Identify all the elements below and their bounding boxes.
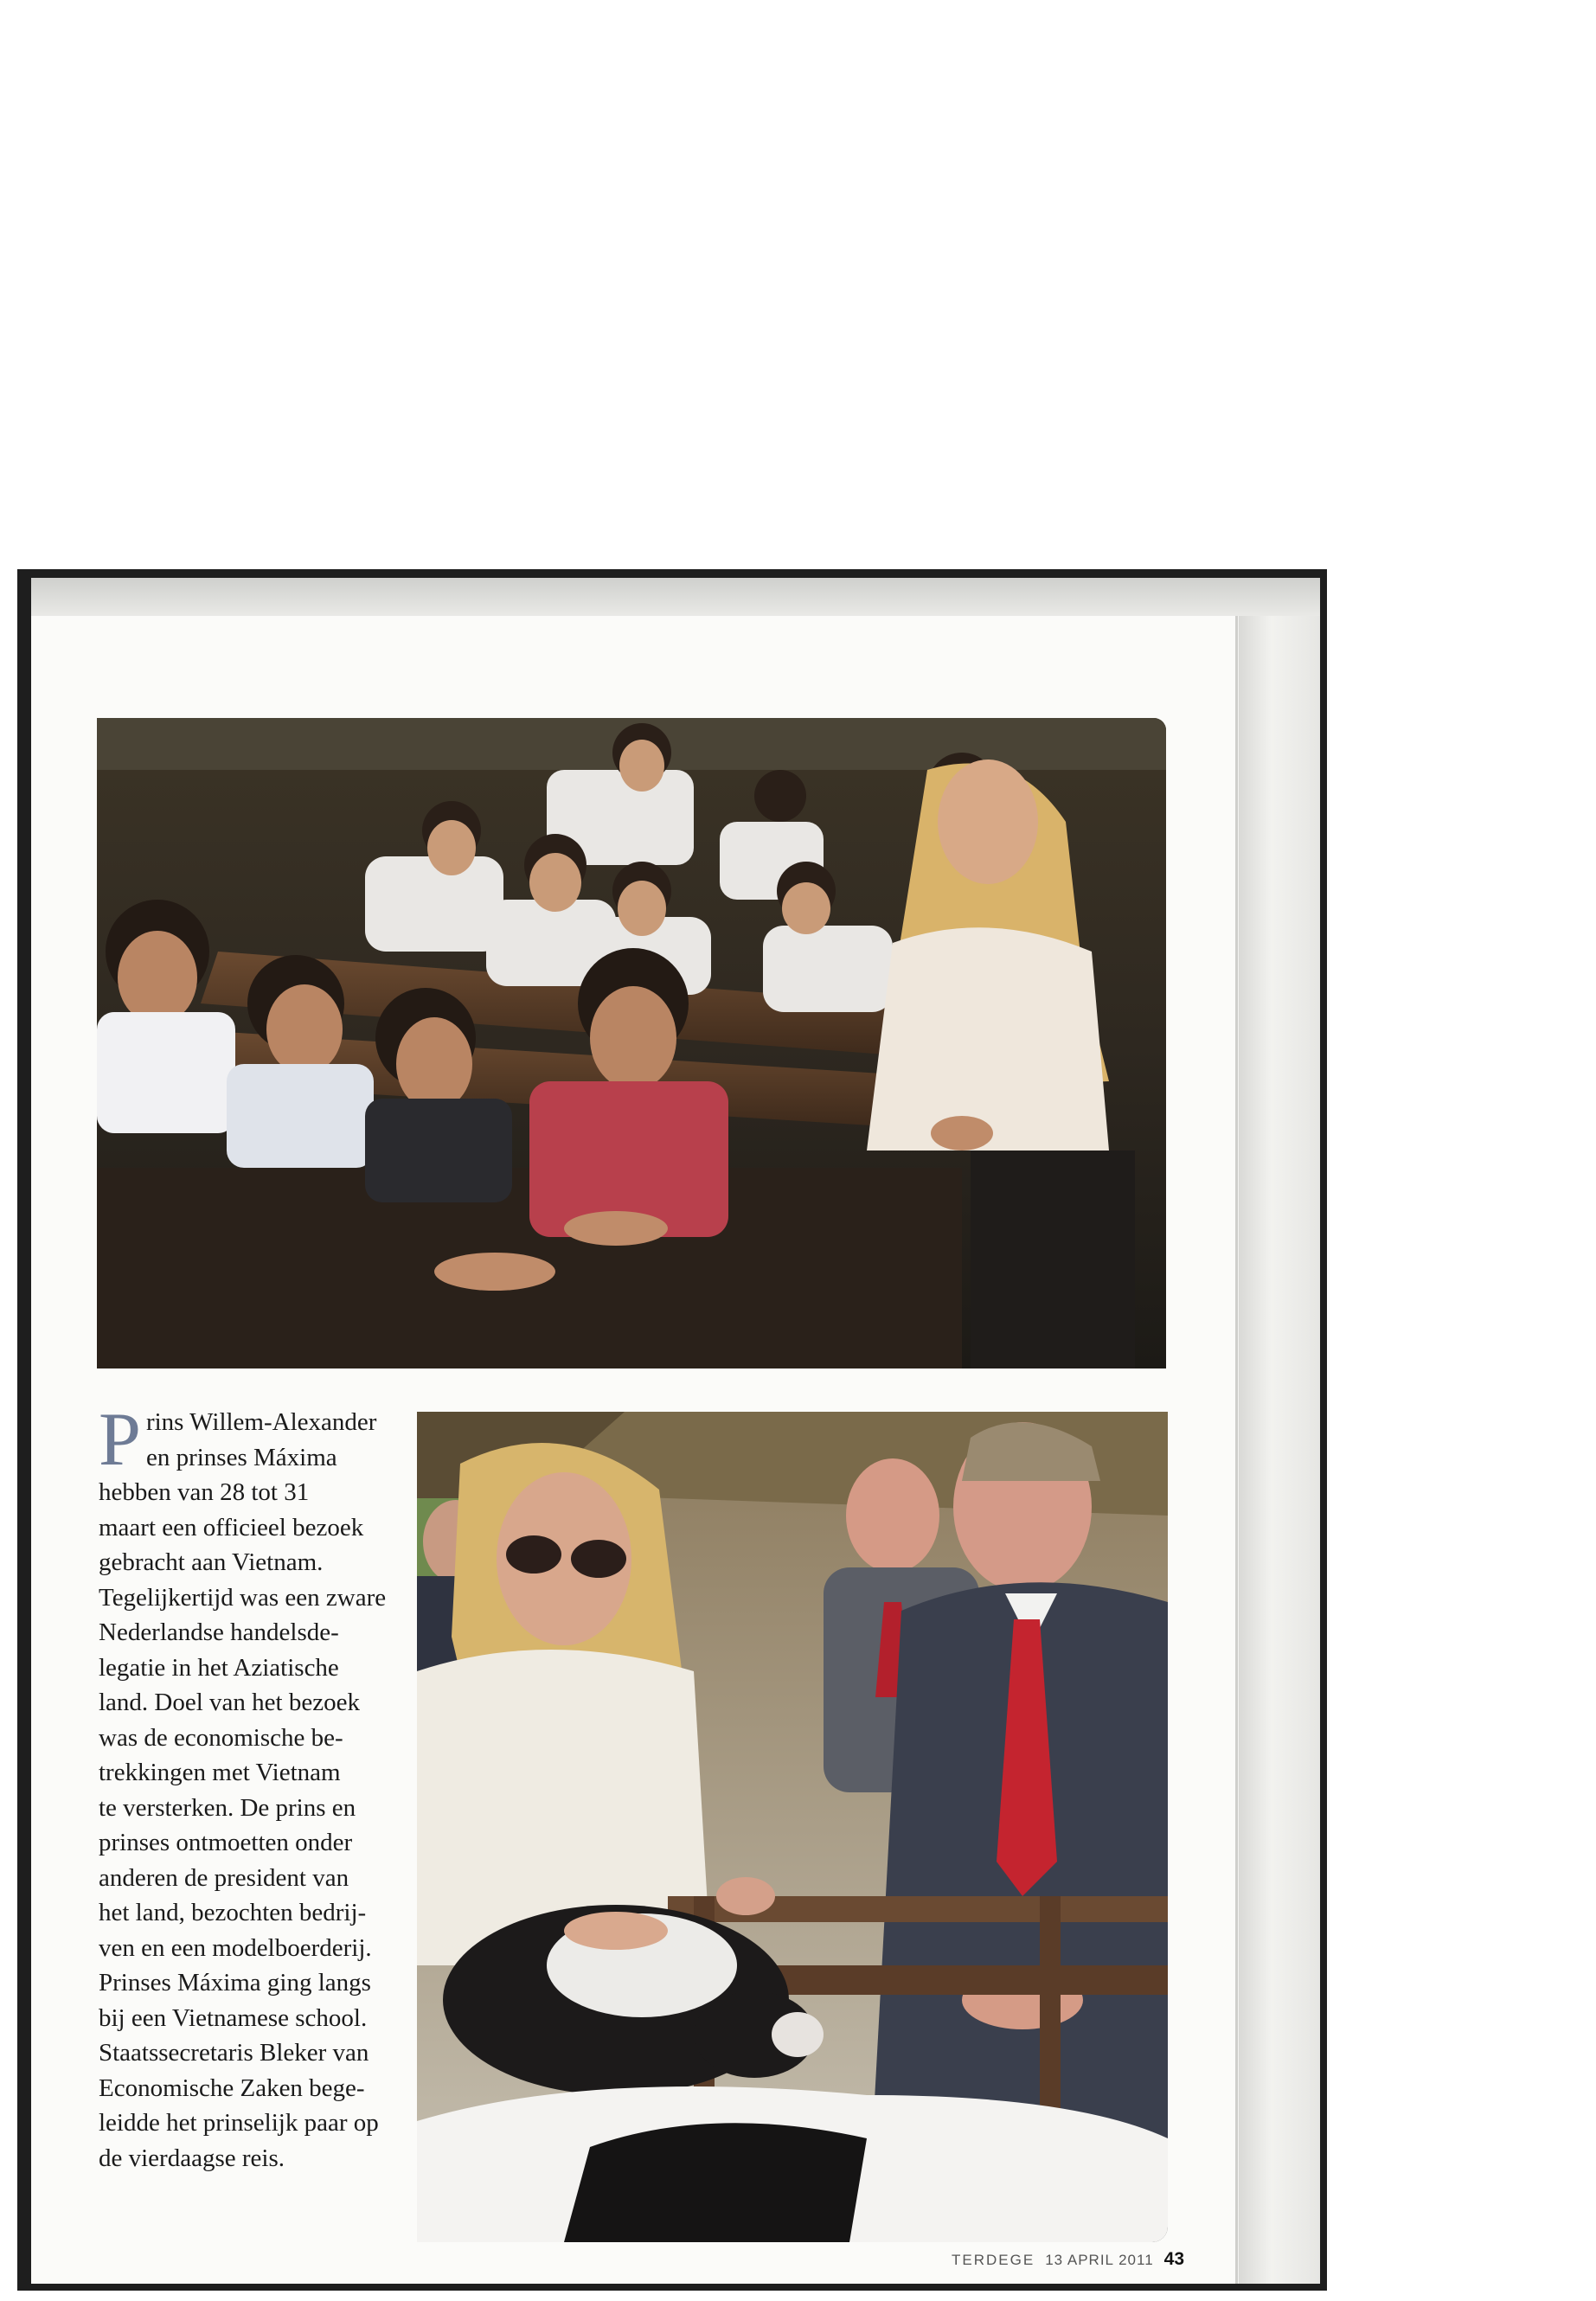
article-line: anderen de president van (99, 1863, 349, 1892)
magazine-name: TERDEGE (952, 2252, 1035, 2268)
article-line: Economische Zaken bege- (99, 2073, 365, 2102)
scan-top-band (31, 578, 1320, 616)
article-line: rins Willem-Alexander (145, 1408, 377, 1436)
article-line: Prinses Máxima ging langs (99, 1969, 371, 1997)
issue-date: 13 APRIL 2011 (1045, 2252, 1154, 2268)
article-line: Nederlandse handelsde- (99, 1618, 339, 1646)
model-farm-photo-image (417, 1412, 1168, 2242)
article-line: de vierdaagse reis. (99, 2144, 285, 2172)
article-line: bij een Vietnamese school. (99, 2003, 368, 2032)
drop-cap: P (99, 1398, 141, 1482)
article-line: het land, bezochten bedrij- (99, 1899, 367, 1926)
article-text (99, 1398, 393, 2176)
model-farm-photo (417, 1412, 1168, 2242)
article-line: hebben van 28 tot 31 (99, 1478, 310, 1506)
article-line: land. Doel van het bezoek (99, 1689, 360, 1716)
page-edge-strip (1239, 616, 1320, 2284)
article-line: ven en een modelboerderij. (99, 1933, 372, 1962)
article-line: Tegelijkertijd was een zware (99, 1583, 387, 1612)
article-line: leidde het prinselijk paar op (99, 2109, 379, 2137)
article-line: was de economische be- (99, 1723, 343, 1752)
article-line: trekkingen met Vietnam (99, 1759, 341, 1786)
page-footer (952, 2249, 1185, 2275)
classroom-photo-image (97, 718, 1166, 1368)
article-line: gebracht aan Vietnam. (99, 1548, 324, 1576)
article-line: legatie in het Aziatische (99, 1653, 339, 1682)
article-line: en prinses Máxima (145, 1443, 337, 1471)
article-line: Staatssecretaris Bleker van (99, 2039, 369, 2067)
article-line: maart een officieel bezoek (99, 1513, 364, 1541)
article-line: prinses ontmoetten onder (99, 1829, 353, 1856)
article-line: te versterken. De prins en (99, 1793, 356, 1822)
classroom-photo (97, 718, 1166, 1368)
page-number: 43 (1163, 2249, 1185, 2269)
